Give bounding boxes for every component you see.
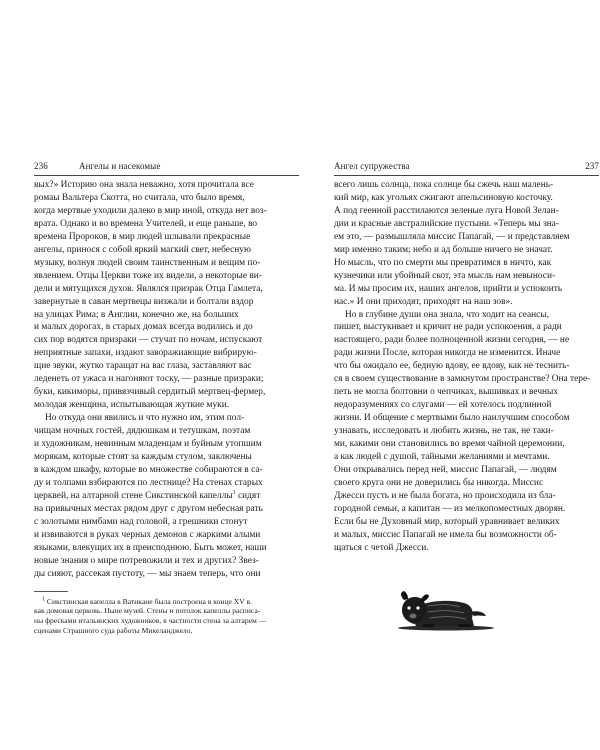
left-paragraph-1: вых?» Историю она знала неважно, хотя прочитала все ромаы Вальтера Скотта, но считала, что было время, когда мертвые уходили далеко в мир иной, откуда нет воз- врата. Однако и во времена Учителей, и еще раньше, во времена Пророков, в мир людей шлывали прекрасные ангелы, принося с собой яркий магкий свет, небесную музыку, волнуя людей своим таинственным и вещим по- явлением. Отцы Церкви тоже их видели, а некоторые ви- дели и мятущихся духов. Являлся призрак Отца Гамлета, завернутые в саван мертвецы визжали и болтали вздор на улицах Рима; в Англии, конечно же, на больших и малых дорогах, в старых домах всегда водились и до сих пор водятся призраки — стучат по ночам, испускают неприятные запахи, издают заворажиающие вибрирую- щие звуки, жутко таращат на вас глаза, заставляют вас леденеть от ужаса и нагоняют тоску, — разные призраки; буки, кикиморы, привязчивый сердитый мертвец-фермер, молодая женщина, испытывающая жуткие муки. [34, 180, 267, 411]
footnote-divider [34, 591, 68, 592]
right-body-text [334, 179, 599, 555]
footnote [34, 597, 299, 636]
right-page [334, 160, 599, 555]
right-running-header [334, 160, 599, 172]
footnote-mark: 1 [42, 596, 45, 603]
right-header-rule [334, 175, 599, 176]
left-paragraph-2 [34, 412, 299, 580]
footnote-reference: 1 [232, 489, 236, 496]
left-body-text [34, 179, 299, 581]
dog-vignette-icon [394, 588, 498, 632]
left-header-rule [34, 175, 299, 176]
left-running-head-title: Ангелы и насекомые [79, 161, 161, 171]
left-page [34, 160, 299, 636]
footnote-text: Сикстинская капелла в Ватикане была построена в конце XV в. как домовая церковь. Ныне музей. Стены и потолок капеллы расписа- ны фресками итальянских художников, в частности стена за алтарем — сценами Страшного суда работы Микеланджело. [34, 596, 267, 635]
right-running-head-title: Ангел супружества [334, 161, 410, 171]
left-running-header [34, 160, 299, 172]
left-page-number: 236 [34, 161, 48, 171]
left-paragraph-2-part-a: Но откуда они явились и что нужно им, этим пол- чищам ночных гостей, дядюшкам и тетушкам, поэтам и художникам, невинным младенцам и буйным утопшим морякам, которые стоят за каждым стулом, заключены в каждом шкафу, которые во множестве собираются в са- ду и толпами взбираются по лестнице? На стенах старых церквей, на алтарной стене Сикстинской капеллы [34, 413, 263, 501]
right-page-number: 237 [585, 161, 599, 171]
left-paragraph-2-ref-tail: сидят [235, 490, 261, 501]
right-paragraph-2: Но в глубине души она знала, что ходит на сеансы, пишет, выстукивает и кричит не ради успокоения, а ради настоящего, ради более полноценной жизни сегодня, — не ради жизни После, которая никогда не изменится. Иначе что бы ожидало ее, бедную вдову, ее вдову, как не теснить- ся в своем существование в замкнутом пространстве? Она тере- петь не могла болтовни о чепчиках, вышивках и вечных недоразумениях со слугами — ей хотелось подлинной жизни. И общение с мертвыми было наилучшим способом узнавать, исследовать и любить жизнь, не так, не таки- ми, какими они становились во время чайной церемонии, а как людей с душой, тайными желаниями и мечтами. Они открывались перед ней, миссис Папагай, — людям своего круга они не доверились бы никогда. Миссис Джесси пусть и не была богата, но происходила из бла- городной семьи, а капитан — из мелкопоместных дворян. Если бы не Духовный мир, который уравнивает великих и малых, миссис Папагай не имела бы возможности об- щаться с четой Джесси. [334, 309, 591, 553]
left-paragraph-2-part-b: на привычных местах рядом друг с другом небесная рать с золотыми нимбами над головой, а грешники стонут и извиваются в руках черных демонов с жаркими алыми языками, влекущих их в преисподнюю. Быть может, наши новые знания о мире потревожили и тех и других? Звез- ды сияют, рассекая пустоту, — мы знаем теперь, что они [34, 503, 267, 579]
right-paragraph-1: всего лишь солнца, пока солнце бы сжечь наш малень- кий мир, как угольях сжигают апельсиновую косточку. А под геенной расстилаются зеленые луга Новой Зелан- дии и красные австралийские пустыни. «Теперь мы зна- ем это, — размышляла миссис Папагай, — и представляем мир именно таким; небо и ад больше ничего не значат. Но мысль, что по смерти мы превратимся в ничто, как кузнечики или убойный скот, эта мысль нам невыноси- ма. И мы просим их, наших ангелов, прийти и успокоить нас.» И они приходят, приходят на наш зов». [334, 180, 570, 307]
